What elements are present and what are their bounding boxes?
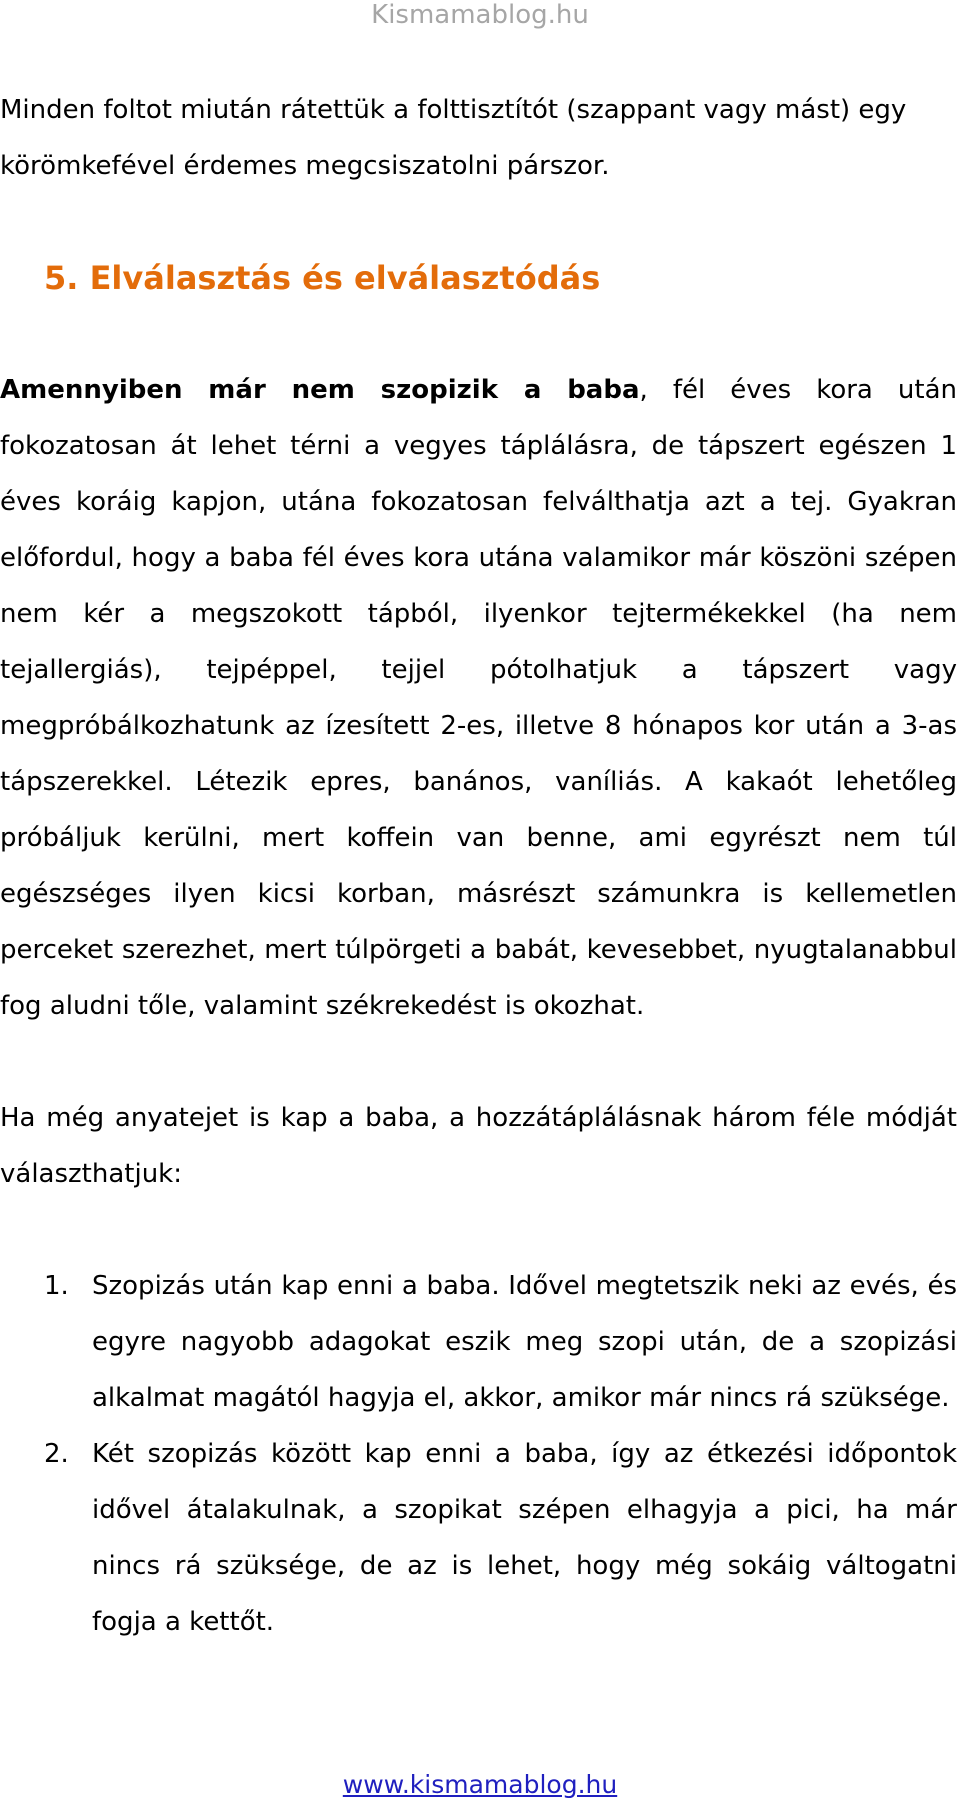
list-item — [0, 1258, 957, 1426]
spacer — [0, 306, 957, 362]
paragraph-weaning — [0, 362, 957, 1034]
document-body — [0, 82, 957, 1650]
footer-website-link[interactable]: www.kismamablog.hu — [342, 1770, 618, 1799]
paragraph-bold-lead: Amennyiben már nem szopizik a baba — [0, 375, 640, 405]
spacer — [0, 1034, 957, 1090]
paragraph-body: , fél éves kora után fokozatosan át lehet térni a vegyes táplálásra, de tápszert egészen 1 éves koráig kapjon, utána fokozatosan felválthatja azt a tej. Gyakran előfordul, hogy a baba fél éves kora utána valamikor már köszöni szépen nem kér a megszokott tápból, ilyenkor tejtermékekkel (ha nem tejallergiás), tejpéppel, tejjel pótolhatjuk a tápszert vagy megpróbálkozhatunk az ízesített 2-es, illetve 8 hónapos kor után a 3-as tápszerekkel. Létezik epres, banános, vaníliás. A kakaót lehetőleg próbáljuk kerülni, mert koffein van benne, ami egyrészt nem túl egészséges ilyen kicsi korban, másrészt számunkra is kellemetlen perceket szerezhet, mert túlpörgeti a babát, kevesebbet, nyugtalanabbul fog aludni tőle, valamint székrekedést is okozhat. — [0, 375, 957, 1021]
paragraph-supplement: Ha még anyatejet is kap a baba, a hozzátáplálásnak három féle módját választhatjuk: — [0, 1103, 957, 1189]
list-item-number: 1. — [44, 1271, 69, 1301]
list-item-text: Szopizás után kap enni a baba. Idővel megtetszik neki az evés, és egyre nagyobb adagokat eszik meg szopi után, de a szopizási alkalmat magától hagyja el, akkor, amikor már nincs rá szüksége. — [92, 1271, 957, 1413]
section-title: Elválasztás és elválasztódás — [89, 259, 601, 297]
page-footer — [0, 1770, 960, 1800]
list-item — [0, 1426, 957, 1650]
section-number: 5. — [44, 259, 79, 297]
spacer — [0, 1202, 957, 1258]
list-item-text: Két szopizás között kap enni a baba, így az étkezési időpontok idővel átalakulnak, a szopikat szépen elhagyja a pici, ha már nincs rá szüksége, de az is lehet, hogy még sokáig váltogatni fogja a kettőt. — [92, 1439, 957, 1637]
list-item-number: 2. — [44, 1439, 69, 1469]
feeding-methods-list — [0, 1258, 957, 1650]
section-heading — [0, 250, 957, 306]
page-header: Kismamablog.hu — [371, 0, 589, 30]
intro-paragraph: Minden foltot miután rátettük a folttisztítót (szappant vagy mást) egy körömkefével érdemes megcsiszatolni párszor. — [0, 95, 907, 181]
spacer — [0, 194, 957, 250]
